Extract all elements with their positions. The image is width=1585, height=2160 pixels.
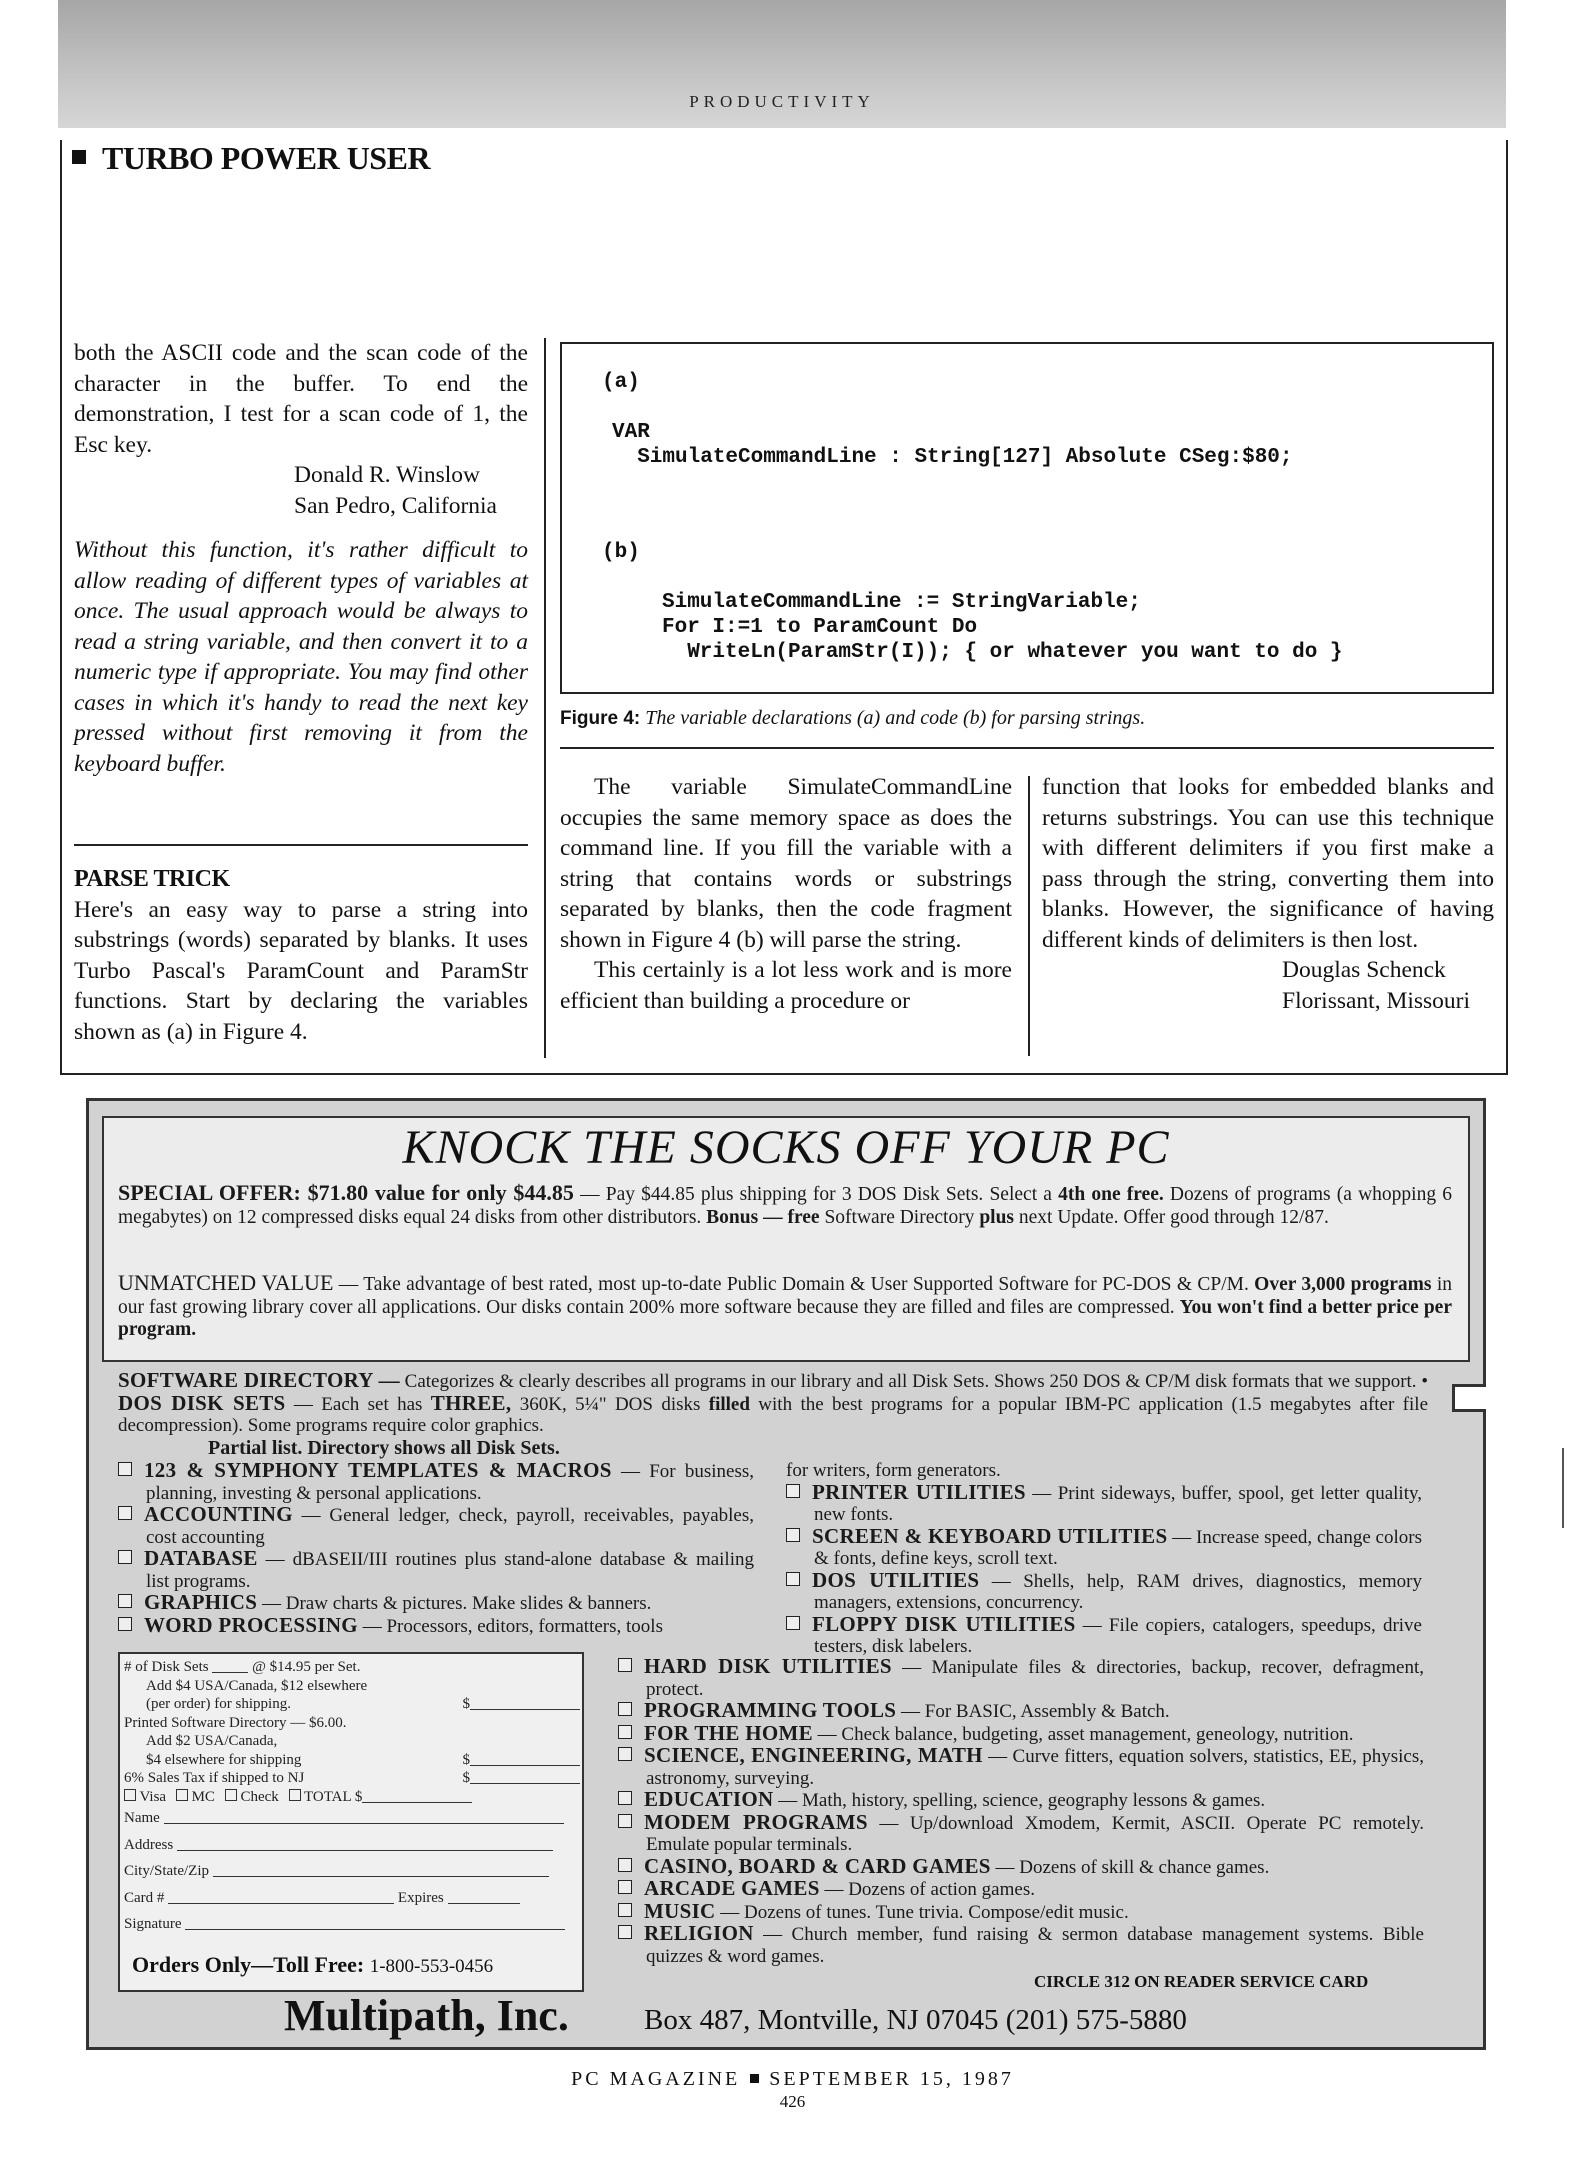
code-b: SimulateCommandLine := StringVariable; For I:=1 to ParamCount Do WriteLn(ParamStr(I)); { or whatever you want to do } (662, 591, 1343, 664)
footer: PC MAGAZINE SEPTEMBER 15, 1987 (571, 2068, 1014, 2090)
category-checkbox[interactable] (786, 1616, 800, 1630)
expires-field[interactable] (448, 1903, 520, 1904)
column-title: TURBO POWER USER (72, 140, 430, 177)
partial-list: Partial list. Directory shows all Disk Sets. (208, 1437, 560, 1459)
category-checkbox[interactable] (786, 1484, 800, 1498)
letter-location: San Pedro, California (294, 492, 497, 519)
right-column (1042, 772, 1494, 1016)
figure-label-a: (a) (602, 371, 640, 394)
category-checkbox[interactable] (118, 1550, 132, 1564)
categories-right-top-list (786, 1479, 1422, 1658)
category-item: DOS UTILITIES — Shells, help, RAM drives, diagnostics, memory managers, extensions, concurrency. (786, 1570, 1422, 1614)
page-number: 426 (779, 2092, 806, 2111)
disk-sets-qty-field[interactable] (212, 1672, 248, 1673)
category-item: MUSIC — Dozens of tunes. Tune trivia. Compose/edit music. (618, 1901, 1424, 1924)
category-item: PROGRAMMING TOOLS — For BASIC, Assembly & Batch. (618, 1700, 1424, 1723)
categories-right-top (786, 1460, 1422, 1658)
category-checkbox[interactable] (786, 1528, 800, 1542)
margin-mark (1562, 1448, 1564, 1528)
category-item: WORD PROCESSING — Processors, editors, formatters, tools (118, 1615, 754, 1638)
category-checkbox[interactable] (618, 1702, 632, 1716)
left-column (74, 338, 528, 779)
category-item: RELIGION — Church member, fund raising & sermon database management systems. Bible quizzes & word games. (618, 1923, 1424, 1967)
mc-checkbox[interactable] (176, 1789, 188, 1801)
company-name: Multipath, Inc. (284, 1991, 569, 2040)
right-paragraph: function that looks for embedded blanks and returns substrings. You can use this technique with different delimiters if you first make a pass through the string, converting them into blanks. However, the significance of having different kinds of delimiters is then lost. (1042, 774, 1494, 953)
name-field[interactable] (164, 1823, 564, 1824)
category-item: MODEM PROGRAMS — Up/download Xmodem, Kermit, ASCII. Operate PC remotely. Emulate popular terminals. (618, 1812, 1424, 1856)
category-item: EDUCATION — Math, history, spelling, science, geography lessons & games. (618, 1789, 1424, 1812)
category-checkbox[interactable] (618, 1925, 632, 1939)
category-item: CASINO, BOARD & CARD GAMES — Dozens of skill & chance games. (618, 1856, 1424, 1879)
category-checkbox[interactable] (618, 1725, 632, 1739)
category-continuation: for writers, form generators. (786, 1460, 1001, 1481)
categories-right-bottom (618, 1656, 1424, 1967)
category-checkbox[interactable] (618, 1791, 632, 1805)
category-checkbox[interactable] (618, 1814, 632, 1828)
tip-title: PARSE TRICK (74, 866, 230, 892)
visa-checkbox[interactable] (124, 1789, 136, 1801)
category-item: SCREEN & KEYBOARD UTILITIES — Increase speed, change colors & fonts, define keys, scroll text. (786, 1526, 1422, 1570)
tip-paragraph: Here's an easy way to parse a string into substrings (words) separated by blanks. It uses Turbo Pascal's ParamCount and ParamStr functions. Start by declaring the variables shown as (a) in Figure 4. (74, 896, 528, 1045)
tax-amount-field[interactable] (470, 1783, 580, 1784)
tip-author: Douglas Schenck (1282, 957, 1446, 983)
code-a: VAR SimulateCommandLine : String[127] Absolute CSeg:$80; (612, 421, 1293, 469)
figure-caption: Figure 4: The variable declarations (a) and code (b) for parsing strings. (560, 707, 1146, 729)
check-checkbox[interactable] (225, 1789, 237, 1801)
city-field[interactable] (213, 1876, 549, 1877)
toll-free-line: Orders Only—Toll Free: 1-800-553-0456 (132, 1952, 494, 1977)
address-field[interactable] (177, 1850, 553, 1851)
category-checkbox[interactable] (118, 1506, 132, 1520)
category-checkbox[interactable] (786, 1572, 800, 1586)
unmatched-value: UNMATCHED VALUE — Take advantage of best rated, most up-to-date Public Domain & User Supported Software for PC-DOS & CP/M. Over 3,000 programs in our fast growing library cover all applications. Our disks contain 200% more software because they are filled and files are compressed. You won't find a better price per program. (118, 1270, 1453, 1340)
total-checkbox[interactable] (289, 1789, 301, 1801)
category-item: FOR THE HOME — Check balance, budgeting, asset management, geneology, nutrition. (618, 1723, 1424, 1746)
category-item: 123 & SYMPHONY TEMPLATES & MACROS — For business, planning, investing & personal applications. (118, 1460, 754, 1504)
column-divider-2 (1028, 776, 1030, 1056)
category-item: HARD DISK UTILITIES — Manipulate files & directories, backup, recover, defragment, protect. (618, 1656, 1424, 1700)
card-field[interactable] (168, 1903, 394, 1904)
figure-label-b: (b) (602, 541, 640, 564)
tip-location: Florissant, Missouri (1282, 987, 1471, 1014)
category-item: SCIENCE, ENGINEERING, MATH — Curve fitters, equation solvers, statistics, EE, physics, astronomy, surveying. (618, 1745, 1424, 1789)
footer-bullet-icon (750, 2074, 759, 2083)
category-item: GRAPHICS — Draw charts & pictures. Make slides & banners. (118, 1592, 754, 1615)
category-checkbox[interactable] (618, 1880, 632, 1894)
bullet-square-icon (72, 150, 86, 164)
category-item: PRINTER UTILITIES — Print sideways, buffer, spool, get letter quality, new fonts. (786, 1482, 1422, 1526)
software-directory: SOFTWARE DIRECTORY — Categorizes & clearly describes all programs in our library and all Disk Sets. Shows 250 DOS & CP/M disk formats that we support. • DOS DISK SETS — Each set has THREE, 360K, 5¼" DOS disks filled with the best programs for a popular IBM-PC application (1.5 megabytes after file decompression). Some programs require color graphics. (118, 1368, 1429, 1436)
letter-author: Donald R. Winslow (294, 462, 480, 488)
category-item: FLOPPY DISK UTILITIES — File copiers, catalogers, speedups, drive testers, disk labelers. (786, 1614, 1422, 1658)
order-form-lines: # of Disk Sets @ $14.95 per Set. Add $4 USA/Canada, $12 elsewhere (per order) for shipping. $ Printed Software Directory — $6.00. Add $2 USA/Canada, $4 elsewhere for shipping $ 6% Sales Tax if shipped to NJ $ Visa MC Check TOTAL $ Name Address City/State/Zip Card # Expires Signature (124, 1658, 580, 1934)
ad-headline: KNOCK THE SOCKS OFF YOUR PC (402, 1121, 1170, 1174)
figure-divider (560, 747, 1494, 749)
company-address: Box 487, Montville, NJ 07045 (201) 575-5880 (644, 2004, 1187, 2036)
category-item: ACCOUNTING — General ledger, check, payroll, receivables, payables, cost accounting (118, 1504, 754, 1548)
editor-reply: Without this function, it's rather difficult to allow reading of different types of variables at once. The usual approach would be always to read a string variable, and then convert it to a numeric type if appropriate. You may find other cases in which it's handy to read the next key pressed without first removing it from the keyboard buffer. (74, 537, 528, 777)
section-label: PRODUCTIVITY (689, 92, 875, 111)
disk-sets-amount-field[interactable] (470, 1709, 580, 1710)
categories-left (118, 1460, 754, 1637)
category-checkbox[interactable] (618, 1658, 632, 1672)
category-checkbox[interactable] (118, 1462, 132, 1476)
category-checkbox[interactable] (618, 1903, 632, 1917)
middle-paragraph-1: The variable SimulateCommandLine occupies the same memory space as does the command line. If you fill the variable with a string that contains words or substrings separated by blanks, then the code fragment shown in Figure 4 (b) will parse the string. (560, 774, 1012, 953)
category-checkbox[interactable] (618, 1858, 632, 1872)
category-item: DATABASE — dBASEII/III routines plus stand-alone database & mailing list programs. (118, 1548, 754, 1592)
category-item: ARCADE GAMES — Dozens of action games. (618, 1878, 1424, 1901)
reader-service-note: CIRCLE 312 ON READER SERVICE CARD (1034, 1972, 1369, 1991)
special-offer: SPECIAL OFFER: $71.80 value for only $44.85 — Pay $44.85 plus shipping for 3 DOS Disk Sets. Select a 4th one free. Dozens of programs (a whopping 6 megabytes) on 12 compressed disks equal 24 disks from other distributors. Bonus — free Software Directory plus next Update. Offer good through 12/87. (118, 1180, 1452, 1228)
ad-notch (1452, 1384, 1486, 1412)
column-divider (544, 338, 546, 1058)
directory-amount-field[interactable] (470, 1765, 580, 1766)
tip-column (74, 864, 528, 1047)
middle-paragraph-2: This certainly is a lot less work and is more efficient than building a procedure or (560, 957, 1012, 1014)
category-checkbox[interactable] (118, 1617, 132, 1631)
category-checkbox[interactable] (118, 1594, 132, 1608)
middle-column (560, 772, 1012, 1016)
category-checkbox[interactable] (618, 1747, 632, 1761)
figure-4 (560, 342, 1494, 694)
divider (74, 844, 528, 846)
signature-field[interactable] (185, 1929, 565, 1930)
total-field[interactable] (362, 1802, 472, 1803)
letter-end: both the ASCII code and the scan code of the character in the buffer. To end the demonstration, I test for a scan code of 1, the Esc key. (74, 340, 528, 458)
